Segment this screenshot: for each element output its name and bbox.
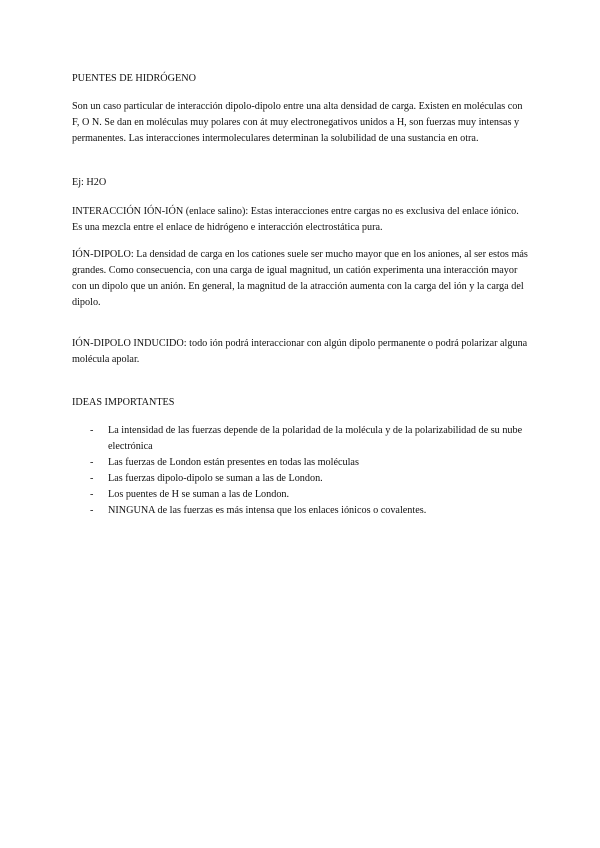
paragraph-ion-ion: INTERACCIÓN IÓN-IÓN (enlace salino): Estas interacciones entre cargas no es exclusiva del enlace iónico. Es una mezcla entre el enlace de hidrógeno e interacción electrostática pura. bbox=[72, 206, 519, 233]
paragraph-ion-dipole: IÓN-DIPOLO: La densidad de carga en los cationes suele ser mucho mayor que en los aniones, al ser estos más grandes. Como consecuencia, con una carga de igual magnitud, un catión experimenta una interacción mayor con un dipolo que un anión. En general, la magnitud de la atracción aumenta con la carga del ión y la carga del dipolo. bbox=[72, 249, 528, 308]
list-item-text: Los puentes de H se suman a las de London. bbox=[108, 489, 290, 500]
list-item-text: Las fuerzas dipolo-dipolo se suman a las de London. bbox=[108, 473, 323, 484]
list-item bbox=[72, 455, 528, 471]
paragraph-hydrogen-bonds: Son un caso particular de interacción dipolo-dipolo entre una alta densidad de carga. Existen en moléculas con F, O N. Se dan en moléculas muy polares con át muy electronegativos unidos a H, son fuerzas muy intensas y permanentes. Las interacciones intermoleculares determinan la solubilidad de una sustancia en otra. bbox=[72, 101, 523, 144]
list-item bbox=[72, 423, 528, 455]
list-item-text: La intensidad de las fuerzas depende de la polaridad de la molécula y de la polarizabilidad de su nube electrónica bbox=[108, 425, 523, 452]
list-item-text: NINGUNA de las fuerzas es más intensa que los enlaces iónicos o covalentes. bbox=[108, 505, 427, 516]
list-item-text: Las fuerzas de London están presentes en todas las moléculas bbox=[108, 457, 359, 468]
list-item bbox=[72, 487, 528, 503]
paragraph-ion-induced-dipole: IÓN-DIPOLO INDUCIDO: todo ión podrá interaccionar con algún dipolo permanente o podrá polarizar alguna molécula apolar. bbox=[72, 338, 528, 365]
bullet-dash: - bbox=[90, 505, 94, 516]
section-heading-hydrogen-bonds: PUENTES DE HIDRÓGENO bbox=[72, 73, 196, 84]
list-item bbox=[72, 503, 528, 519]
bullet-dash: - bbox=[90, 457, 94, 468]
example-text: Ej: H2O bbox=[72, 177, 107, 188]
bullet-dash: - bbox=[90, 473, 94, 484]
bullet-dash: - bbox=[90, 489, 94, 500]
bullet-dash: - bbox=[90, 425, 94, 436]
list-item bbox=[72, 471, 528, 487]
important-ideas-list bbox=[72, 423, 528, 519]
section-heading-important-ideas: IDEAS IMPORTANTES bbox=[72, 397, 175, 408]
